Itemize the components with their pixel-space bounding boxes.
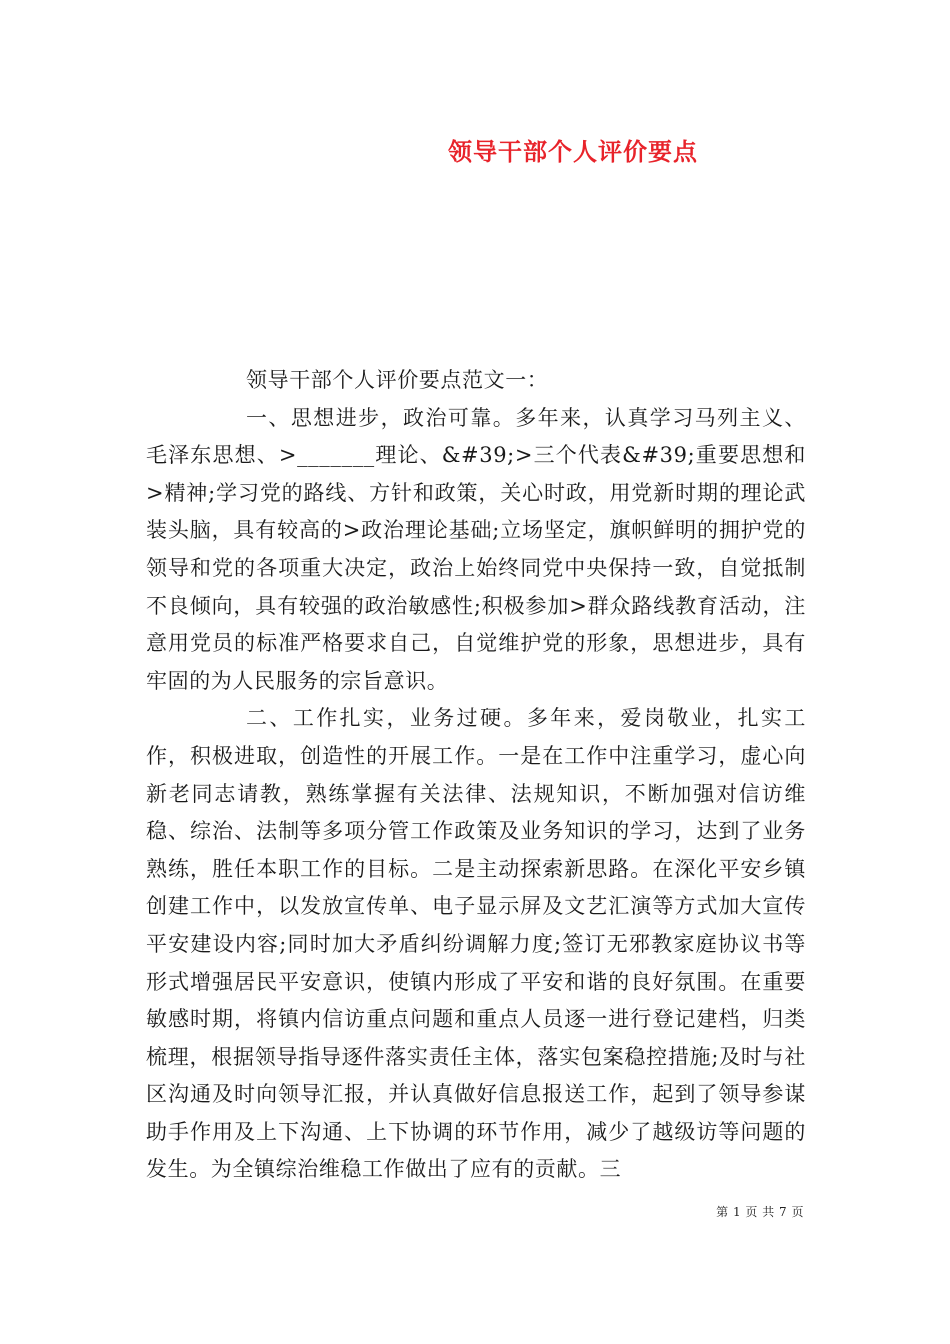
paragraph-2: 二、工作扎实，业务过硬。多年来，爱岗敬业，扎实工作，积极进取，创造性的开展工作。一是在工作中注重学习，虚心向新老同志请教，熟练掌握有关法律、法规知识，不断加强对信访维稳、综治、法制等多项分管工作政策及业务知识的学习，达到了业务熟练，胜任本职工作的目标。二是主动探索新思路。在深化平安乡镇创建工作中，以发放宣传单、电子显示屏及文艺汇演等方式加大宣传平安建设内容;同时加大矛盾纠纷调解力度;签订无邪教家庭协议书等形式增强居民平安意识，使镇内形成了平安和谐的良好氛围。在重要敏感时期，将镇内信访重点问题和重点人员逐一进行登记建档，归类梳理，根据领导指导逐件落实责任主体，落实包案稳控措施;及时与社区沟通及时向领导汇报，并认真做好信息报送工作，起到了领导参谋助手作用及上下沟通、上下协调的环节作用，减少了越级访等问题的发生。为全镇综治维稳工作做出了应有的贡献。三: [146, 706, 806, 1182]
paragraph-heading: 领导干部个人评价要点范文一：: [246, 368, 549, 392]
paragraph-1: 一、思想进步，政治可靠。多年来，认真学习马列主义、毛泽东思想、>_______理论、&#39;>三个代表&#39;重要思想和>精神;学习党的路线、方针和政策，关心时政，用党新时期的理论武装头脑，具有较高的>政治理论基础;立场坚定，旗帜鲜明的拥护党的领导和党的各项重大决定，政治上始终同党中央保持一致，自觉抵制不良倾向，具有较强的政治敏感性;积极参加>群众路线教育活动，注意用党员的标准严格要求自己，自觉维护党的形象，思想进步，具有牢固的为人民服务的宗旨意识。: [146, 405, 806, 693]
document-body: [146, 362, 806, 1189]
document-title: 领导干部个人评价要点: [448, 137, 698, 166]
page-number-footer: 第 1 页 共 7 页: [716, 1205, 804, 1219]
